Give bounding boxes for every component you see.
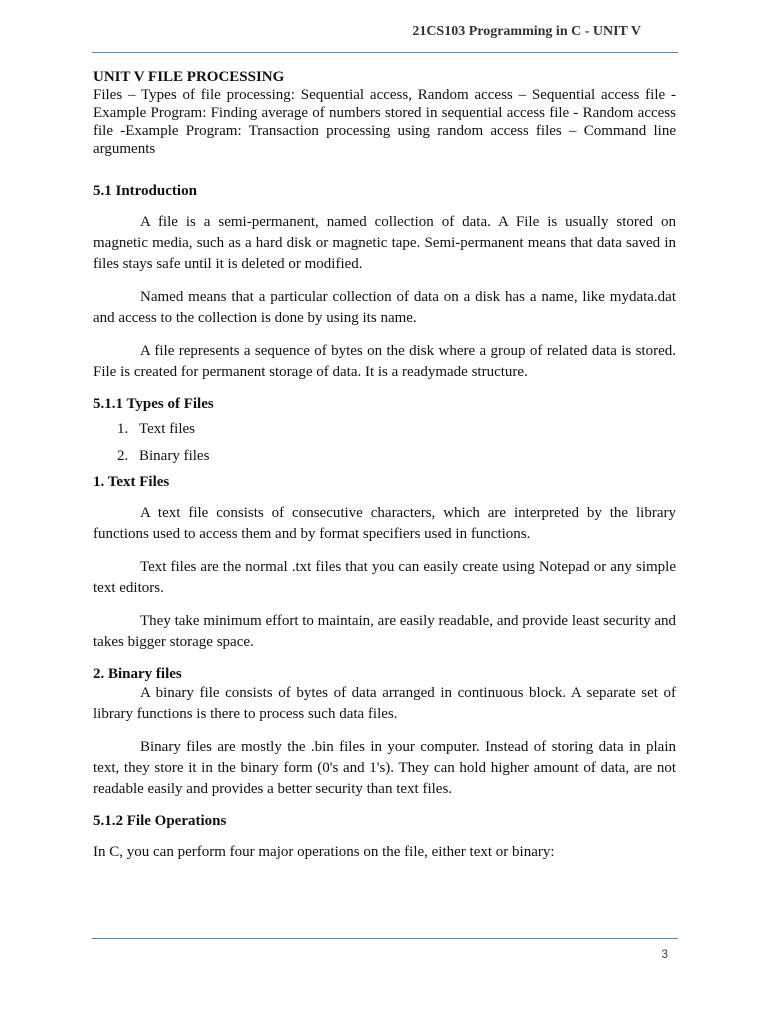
section-heading-file-operations: 5.1.2 File Operations: [93, 813, 227, 829]
header-rule: [92, 52, 678, 53]
paragraph: A file is a semi-permanent, named collection of data. A File is usually stored on magnetic media, such as a hard disk or magnetic tape. Semi-permanent means that data saved in files stays safe until it is deleted or modified.: [93, 214, 676, 272]
section-heading-types-of-files: 5.1.1 Types of Files: [93, 396, 214, 412]
paragraph: In C, you can perform four major operations on the file, either text or binary:: [93, 844, 555, 860]
page-content: [93, 68, 676, 863]
paragraph: A file represents a sequence of bytes on the disk where a group of related data is stored. File is created for permanent storage of data. It is a readymade structure.: [93, 343, 676, 380]
paragraph: Text files are the normal .txt files that you can easily create using Notepad or any simple text editors.: [93, 559, 676, 596]
section-heading-introduction: 5.1 Introduction: [93, 183, 197, 199]
list-item: [93, 419, 676, 440]
section-heading-binary-files: 2. Binary files: [93, 666, 182, 682]
running-header: 21CS103 Programming in C - UNIT V: [412, 24, 641, 39]
list-item-label: Text files: [139, 421, 196, 437]
section-heading-text-files: 1. Text Files: [93, 474, 170, 490]
list-number: 2.: [117, 448, 129, 464]
unit-description: Files – Types of file processing: Sequential access, Random access – Sequential access file - Example Program: Finding average of numbers stored in sequential access file - Random access file -Example Program: Transaction processing using random access files – Command line arguments: [93, 87, 676, 157]
list-item: [93, 446, 676, 467]
paragraph: They take minimum effort to maintain, are easily readable, and provide least security and takes bigger storage space.: [93, 613, 676, 650]
list-number: 1.: [117, 421, 129, 437]
unit-title: UNIT V FILE PROCESSING: [93, 69, 285, 85]
file-types-list: [93, 419, 676, 467]
paragraph: A binary file consists of bytes of data arranged in continuous block. A separate set of library functions is there to process such data files.: [93, 685, 676, 722]
list-item-label: Binary files: [139, 448, 210, 464]
footer-rule: [92, 938, 678, 939]
paragraph: Binary files are mostly the .bin files in your computer. Instead of storing data in plain text, they store it in the binary form (0's and 1's). They can hold higher amount of data, are not readable easily and provides a better security than text files.: [93, 739, 676, 797]
paragraph: Named means that a particular collection of data on a disk has a name, like mydata.dat and access to the collection is done by using its name.: [93, 289, 676, 326]
paragraph: A text file consists of consecutive characters, which are interpreted by the library functions used to access them and by format specifiers used in functions.: [93, 505, 676, 542]
page-number: 3: [661, 947, 668, 961]
